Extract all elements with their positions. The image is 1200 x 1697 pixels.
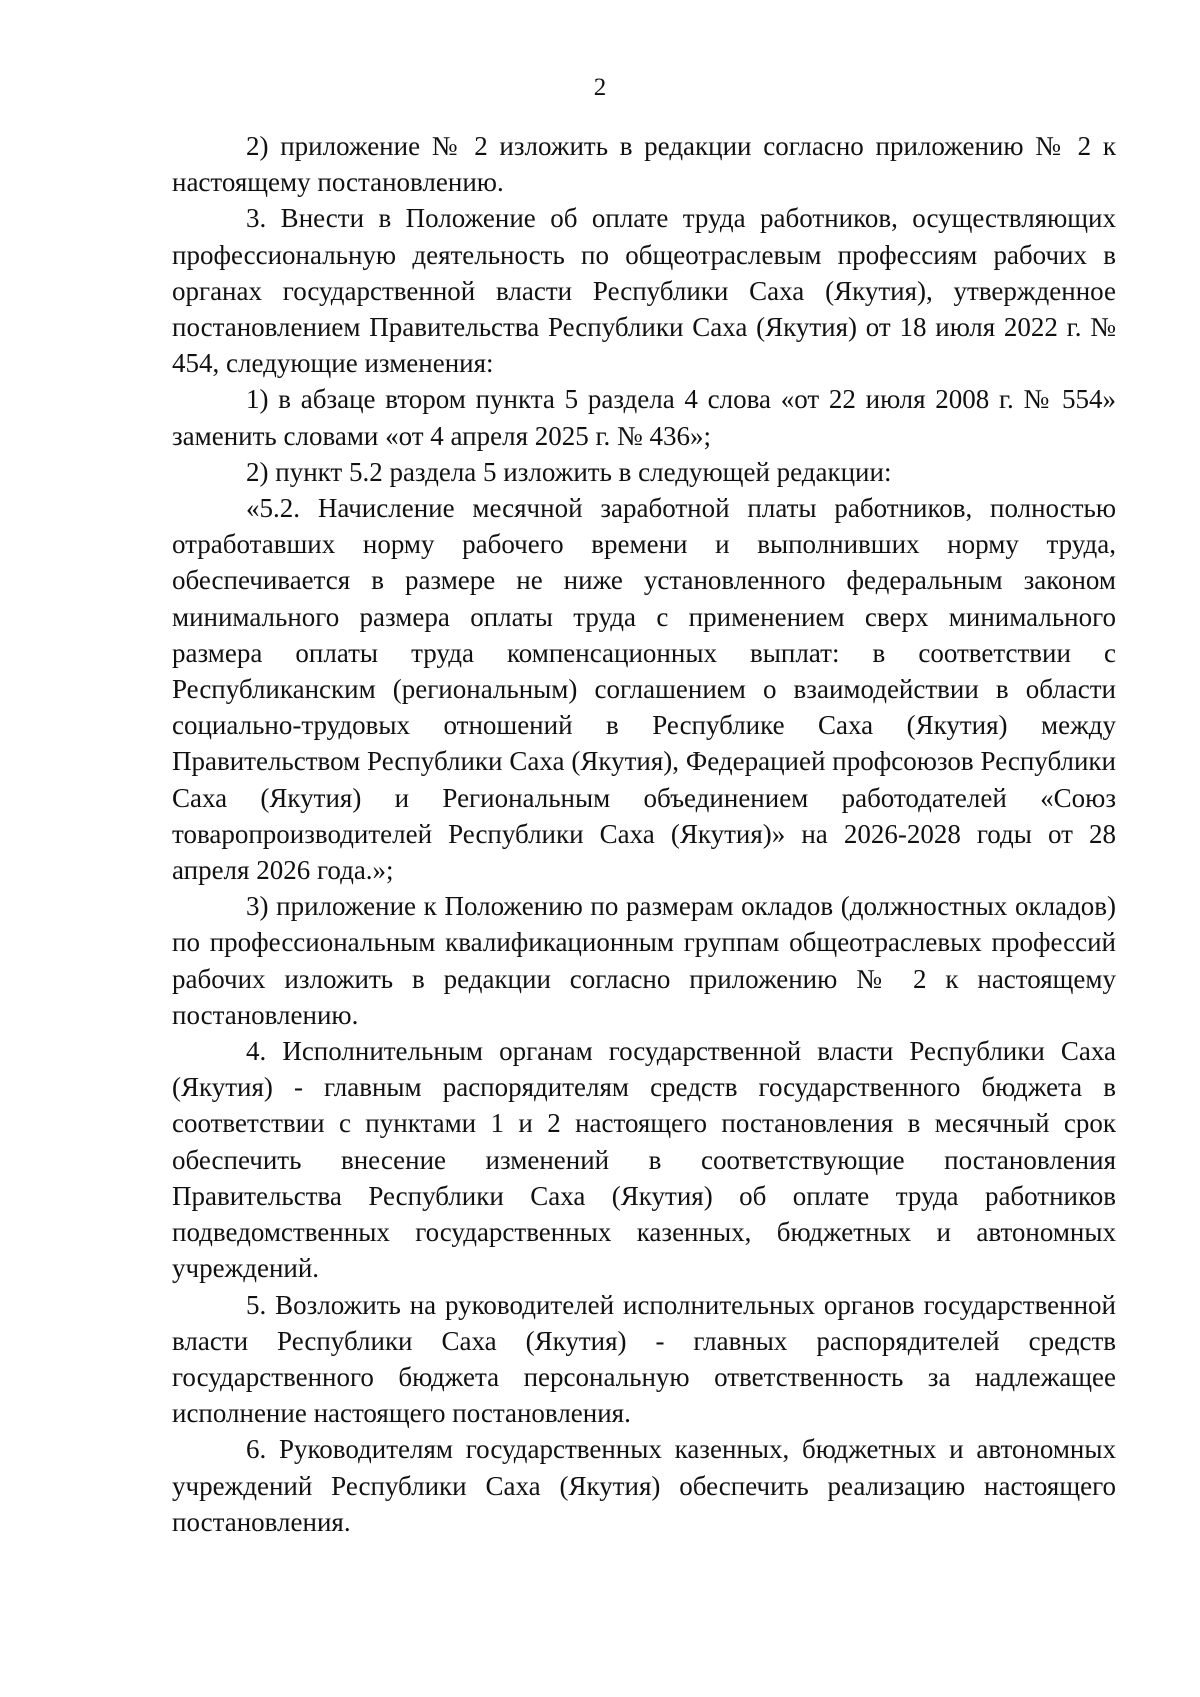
paragraph-point-4: 4. Исполнительным органам государственной власти Республики Саха (Якутия) - главным распорядителям средств государственного бюджета в соответствии с пунктами 1 и 2 настоящего постановления в месячный срок обеспечить внесение изменений в соответствующие постановления Правительства Республики Саха (Якутия) об оплате труда работников подведомственных государственных казенных, бюджетных и автономных учреждений. <box>172 1036 1116 1284</box>
paragraph-point-6: 6. Руководителям государственных казенных, бюджетных и автономных учреждений Республики Саха (Якутия) обеспечить реализацию настоящего постановления. <box>172 1434 1116 1537</box>
paragraph-quoted-5-2: «5.2. Начисление месячной заработной платы работников, полностью отработавших норму рабочего времени и выполнивших норму труда, обеспечивается в размере не ниже установленного федеральным законом минимального размера оплаты труда с применением сверх минимального размера оплаты труда компенсационных выплат: в соответствии с Республиканским (региональным) соглашением о взаимодействии в области социально-трудовых отношений в Республике Саха (Якутия) между Правительством Республики Саха (Якутия), Федерацией профсоюзов Республики Саха (Якутия) и Региональным объединением работодателей «Союз товаропроизводителей Республики Саха (Якутия)» на 2026-2028 годы от 28 апреля 2026 года.»; <box>172 493 1116 886</box>
paragraph-subpoint-3-1: 1) в абзаце втором пункта 5 раздела 4 слова «от 22 июля 2008 г. № 554» заменить словами «от 4 апреля 2025 г. № 436»; <box>172 384 1116 451</box>
paragraph-point-5: 5. Возложить на руководителей исполнительных органов государственной власти Республики Саха (Якутия) - главных распорядителей средств государственного бюджета персональную ответственность за надлежащее исполнение настоящего постановления. <box>172 1289 1116 1429</box>
paragraph-point-3: 3. Внести в Положение об оплате труда работников, осуществляющих профессиональную деятельность по общеотраслевым профессиям рабочих в органах государственной власти Республики Саха (Якутия), утвержденное постановлением Правительства Республики Саха (Якутия) от 18 июля 2022 г. № 454, следующие изменения: <box>172 203 1116 379</box>
document-body <box>172 128 1116 1540</box>
page-number: 2 <box>593 74 607 101</box>
paragraph-item-2-appendix: 2) приложение № 2 изложить в редакции согласно приложению № 2 к настоящему постановлению. <box>172 131 1116 198</box>
paragraph-subpoint-3-2: 2) пункт 5.2 раздела 5 изложить в следующей редакции: <box>246 456 892 487</box>
paragraph-subpoint-3-3: 3) приложение к Положению по размерам окладов (должностных окладов) по профессиональным квалификационным группам общеотраслевых профессий рабочих изложить в редакции согласно приложению № 2 к настоящему постановлению. <box>172 891 1116 1030</box>
